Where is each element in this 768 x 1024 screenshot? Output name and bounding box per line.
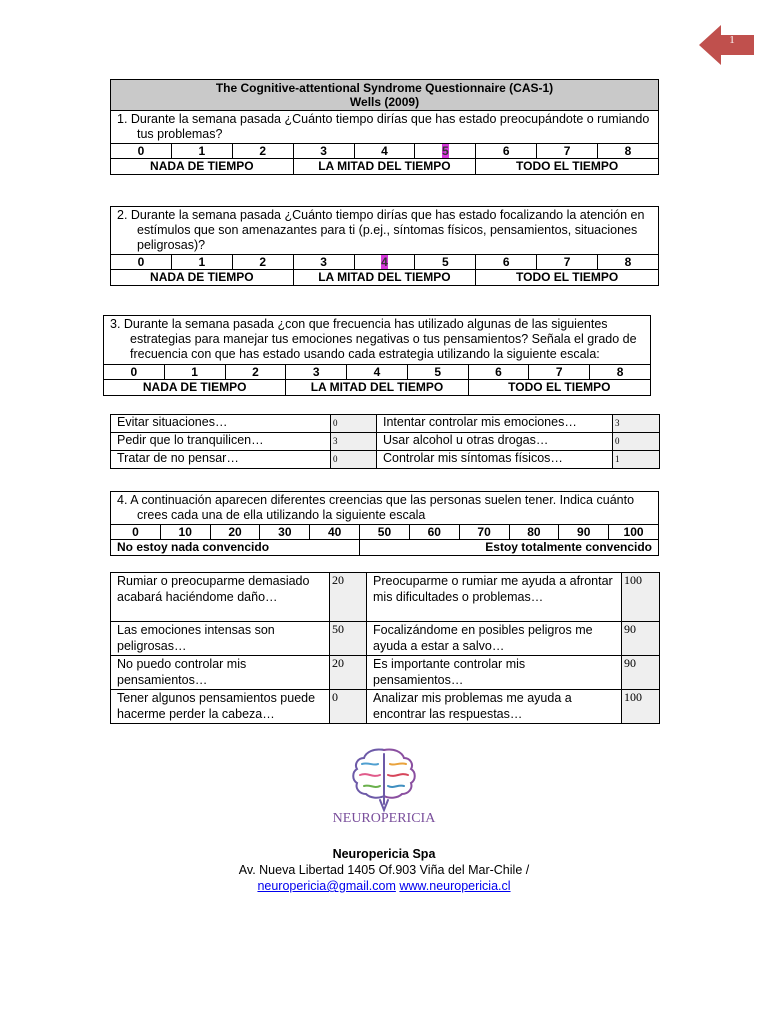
scale-option[interactable]: 6	[476, 144, 537, 159]
anchor-not-convinced: No estoy nada convencido	[111, 540, 360, 556]
belief-score-input[interactable]: 100	[622, 573, 660, 622]
table-row	[111, 656, 660, 690]
strategy-label: Pedir que lo tranquilicen…	[111, 433, 331, 451]
scale-option[interactable]: 3	[293, 144, 354, 159]
strategy-score-input[interactable]: 0	[331, 415, 377, 433]
scale-option[interactable]: 2	[225, 365, 286, 380]
scale-option[interactable]: 40	[310, 525, 360, 540]
belief-score-input[interactable]: 90	[622, 656, 660, 690]
scale-option[interactable]: 1	[171, 144, 232, 159]
anchor-all: TODO EL TIEMPO	[476, 159, 659, 175]
q1-table	[110, 79, 659, 175]
belief-label: Focalizándome en posibles peligros me ayuda a estar a salvo…	[367, 622, 622, 656]
scale-option[interactable]: 2	[232, 144, 293, 159]
scale-option[interactable]: 0	[104, 365, 165, 380]
anchor-none: NADA DE TIEMPO	[104, 380, 286, 396]
q2-scale	[111, 255, 659, 270]
scale-option[interactable]: 30	[260, 525, 310, 540]
q4-anchors	[111, 540, 659, 556]
q3-scale	[104, 365, 651, 380]
scale-option[interactable]: 6	[468, 365, 529, 380]
q3-table	[103, 315, 651, 396]
belief-score-input[interactable]: 90	[622, 622, 660, 656]
scale-option[interactable]: 80	[509, 525, 559, 540]
scale-option[interactable]: 2	[232, 255, 293, 270]
company-name: Neuropericia Spa	[332, 847, 436, 861]
q3-anchors	[104, 380, 651, 396]
scale-option[interactable]: 8	[598, 255, 659, 270]
q4-scale	[111, 525, 659, 540]
scale-option[interactable]: 100	[609, 525, 659, 540]
strategy-label: Usar alcohol u otras drogas…	[377, 433, 613, 451]
anchor-all: TODO EL TIEMPO	[476, 270, 659, 286]
brain-logo-icon	[326, 744, 442, 826]
anchor-fully-convinced: Estoy totalmente convencido	[360, 540, 659, 556]
company-address: Av. Nueva Libertad 1405 Of.903 Viña del Mar-Chile /	[238, 863, 530, 877]
anchor-none: NADA DE TIEMPO	[111, 159, 294, 175]
q2-table	[110, 206, 659, 286]
question-4: 4. A continuación aparecen diferentes creencias que las personas suelen tener. Indica cuánto crees cada una de ella utilizando la siguiente escala	[111, 492, 659, 525]
page-number: 1	[729, 34, 735, 46]
form-subtitle: Wells (2009)	[349, 95, 420, 109]
scale-option[interactable]: 7	[537, 255, 598, 270]
scale-option-selected[interactable]: 4	[354, 255, 415, 270]
scale-option-selected[interactable]: 5	[415, 144, 476, 159]
strategy-label: Evitar situaciones…	[111, 415, 331, 433]
table-row	[111, 433, 660, 451]
beliefs-table	[110, 572, 660, 724]
strategy-score-input[interactable]: 3	[613, 415, 660, 433]
q2-anchors	[111, 270, 659, 286]
anchor-half: LA MITAD DEL TIEMPO	[286, 380, 468, 396]
strategies-table	[110, 414, 660, 469]
belief-score-input[interactable]: 100	[622, 690, 660, 724]
email-link[interactable]: neuropericia@gmail.com	[257, 879, 396, 893]
q1-anchors	[111, 159, 659, 175]
anchor-half: LA MITAD DEL TIEMPO	[293, 159, 476, 175]
anchor-half: LA MITAD DEL TIEMPO	[293, 270, 476, 286]
scale-option[interactable]: 7	[537, 144, 598, 159]
scale-option[interactable]: 10	[160, 525, 210, 540]
contact-links	[0, 878, 768, 894]
q4-table	[110, 491, 659, 556]
scale-option[interactable]: 1	[164, 365, 225, 380]
belief-label: Tener algunos pensamientos puede hacerme perder la cabeza…	[111, 690, 330, 724]
q1-scale	[111, 144, 659, 159]
scale-option[interactable]: 6	[476, 255, 537, 270]
belief-label: Es importante controlar mis pensamientos…	[367, 656, 622, 690]
question-2: 2. Durante la semana pasada ¿Cuánto tiempo dirías que has estado focalizando la atención en estímulos que son amenazantes para ti (p.ej., síntomas físicos, pensamientos, situaciones peligrosas)?	[111, 207, 659, 255]
strategy-label: Intentar controlar mis emociones…	[377, 415, 613, 433]
belief-score-input[interactable]: 20	[330, 656, 367, 690]
scale-option[interactable]: 0	[111, 525, 161, 540]
scale-option[interactable]: 8	[590, 365, 651, 380]
scale-option[interactable]: 0	[111, 255, 172, 270]
question-3: 3. Durante la semana pasada ¿con que frecuencia has utilizado algunas de las siguientes estrategias para manejar tus emociones negativas o tus pensamientos? Señala el grado de frecuencia con que has estado usando cada estrategia utilizando la siguiente escala:	[104, 316, 651, 365]
scale-option[interactable]: 5	[415, 255, 476, 270]
question-1: 1. Durante la semana pasada ¿Cuánto tiempo dirías que has estado preocupándote o rumiando tus problemas?	[111, 111, 659, 144]
belief-score-input[interactable]: 0	[330, 690, 367, 724]
strategy-score-input[interactable]: 0	[331, 451, 377, 469]
strategy-label: Tratar de no pensar…	[111, 451, 331, 469]
strategy-score-input[interactable]: 1	[613, 451, 660, 469]
scale-option[interactable]: 70	[459, 525, 509, 540]
strategy-score-input[interactable]: 0	[613, 433, 660, 451]
belief-label: Preocuparme o rumiar me ayuda a afrontar mis dificultades o problemas…	[367, 573, 622, 622]
anchor-none: NADA DE TIEMPO	[111, 270, 294, 286]
scale-option[interactable]: 5	[407, 365, 468, 380]
belief-label: Las emociones intensas son peligrosas…	[111, 622, 330, 656]
scale-option[interactable]: 3	[286, 365, 347, 380]
neuropericia-logo	[326, 744, 442, 829]
table-row	[111, 622, 660, 656]
belief-label: Rumiar o preocuparme demasiado acabará haciéndome daño…	[111, 573, 330, 622]
scale-option[interactable]: 60	[409, 525, 459, 540]
scale-option[interactable]: 20	[210, 525, 260, 540]
scale-option[interactable]: 4	[354, 144, 415, 159]
scale-option[interactable]: 3	[293, 255, 354, 270]
form-title-cell	[111, 80, 659, 111]
page-number-arrow[interactable]	[699, 25, 755, 65]
scale-option[interactable]: 7	[529, 365, 590, 380]
belief-score-input[interactable]: 50	[330, 622, 367, 656]
scale-option[interactable]: 4	[347, 365, 408, 380]
scale-option[interactable]: 8	[598, 144, 659, 159]
table-row	[111, 451, 660, 469]
footer	[0, 846, 768, 894]
scale-option[interactable]: 50	[360, 525, 410, 540]
anchor-all: TODO EL TIEMPO	[468, 380, 650, 396]
scale-option[interactable]: 90	[559, 525, 609, 540]
scale-option[interactable]: 1	[171, 255, 232, 270]
scale-option[interactable]: 0	[111, 144, 172, 159]
logo-text: NEUROPERICIA	[332, 811, 436, 826]
strategy-score-input[interactable]: 3	[331, 433, 377, 451]
belief-score-input[interactable]: 20	[330, 573, 367, 622]
form-title: The Cognitive-attentional Syndrome Questionnaire (CAS-1)	[215, 81, 554, 95]
strategy-label: Controlar mis síntomas físicos…	[377, 451, 613, 469]
table-row	[111, 573, 660, 622]
website-link[interactable]: www.neuropericia.cl	[399, 879, 511, 893]
table-row	[111, 690, 660, 724]
table-row	[111, 415, 660, 433]
belief-label: No puedo controlar mis pensamientos…	[111, 656, 330, 690]
belief-label: Analizar mis problemas me ayuda a encontrar las respuestas…	[367, 690, 622, 724]
